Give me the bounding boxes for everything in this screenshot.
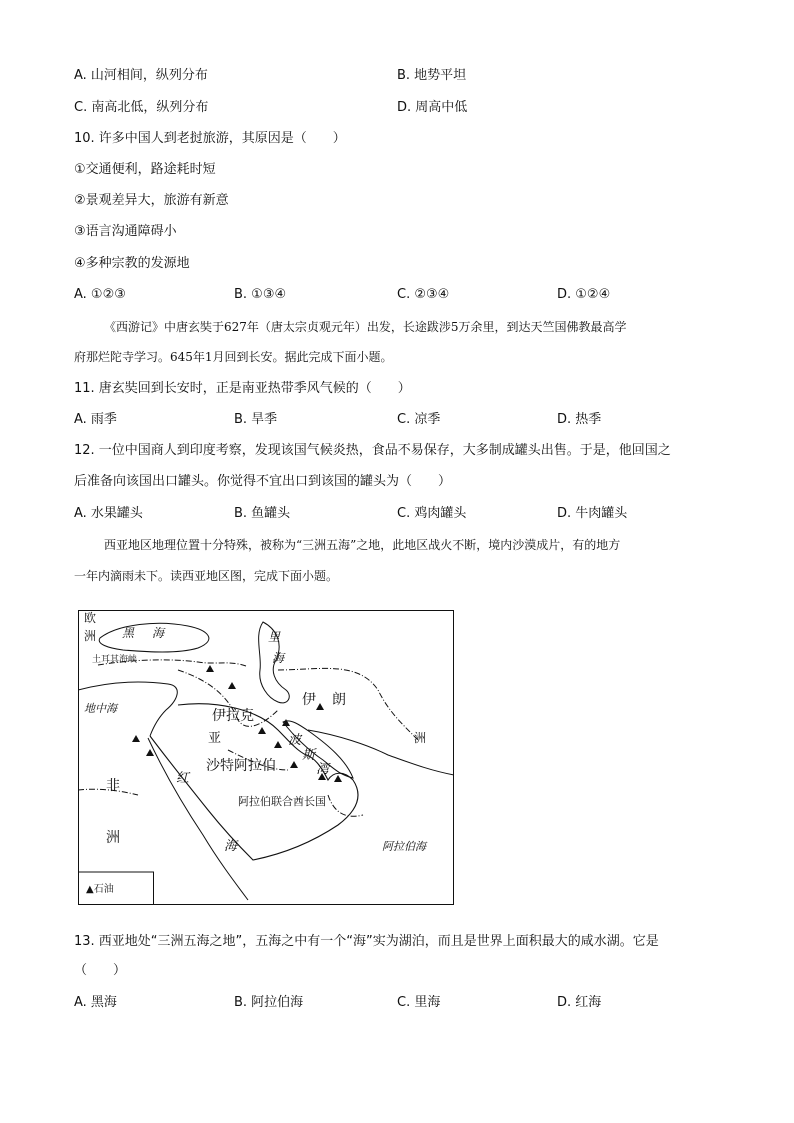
label-red-sea-2: 海 bbox=[224, 839, 238, 854]
label-saudi-arabia: 沙特阿拉伯 bbox=[206, 758, 276, 774]
label-iran-1: 伊 bbox=[302, 692, 316, 708]
label-asia-zhou: 洲 bbox=[414, 731, 427, 745]
q9-option-b: B. 地势平坦 bbox=[397, 68, 467, 83]
label-caspian-1: 里 bbox=[268, 630, 281, 644]
passage-2-line-1: 西亚地区地理位置十分特殊，被称为“三洲五海”之地，此地区战火不断，境内沙漠成片，有的地方 bbox=[104, 538, 621, 552]
q9-option-d: D. 周高中低 bbox=[397, 100, 468, 115]
map-legend-oil: ▲石油 bbox=[86, 884, 114, 895]
q12-stem-line-1: 12. 一位中国商人到印度考察，发现该国气候炎热，食品不易保存，大多制成罐头出售。于是，他回国之 bbox=[74, 443, 671, 458]
q11-stem: 11. 唐玄奘回到长安时，正是南亚热带季风气候的（ ） bbox=[74, 381, 411, 396]
q13-option-c: C. 里海 bbox=[397, 995, 441, 1010]
q12-stem-line-2: 后准备向该国出口罐头。你觉得不宜出口到该国的罐头为（ ） bbox=[74, 474, 452, 489]
label-asia-ya: 亚 bbox=[208, 731, 222, 746]
q13-option-b: B. 阿拉伯海 bbox=[234, 995, 304, 1010]
q9-option-c: C. 南高北低，纵列分布 bbox=[74, 100, 209, 115]
q11-option-b: B. 旱季 bbox=[234, 412, 278, 427]
q10-option-a: A. ①②③ bbox=[74, 287, 126, 302]
label-uae: 阿拉伯联合酋长国 bbox=[238, 795, 326, 808]
label-iran-2: 朗 bbox=[332, 692, 346, 708]
label-mediterranean: 地中海 bbox=[84, 702, 117, 715]
label-gulf-2: 斯 bbox=[302, 748, 316, 763]
label-iraq: 伊拉克 bbox=[212, 708, 254, 724]
passage-2-line-2: 一年内滴雨未下。读西亚地区图，完成下面小题。 bbox=[74, 569, 339, 583]
q12-option-a: A. 水果罐头 bbox=[74, 506, 143, 521]
label-black-sea-1: 黑 bbox=[122, 626, 135, 640]
q10-item-1: ①交通便利，路途耗时短 bbox=[74, 162, 216, 177]
q10-item-4: ④多种宗教的发源地 bbox=[74, 256, 190, 271]
q10-item-2: ②景观差异大，旅游有新意 bbox=[74, 193, 229, 208]
q13-stem-line-1: 13. 西亚地处“三洲五海之地”，五海之中有一个“海”实为湖泊，而且是世界上面积最大的咸水湖。它是 bbox=[74, 934, 659, 949]
q13-option-d: D. 红海 bbox=[557, 995, 602, 1010]
q12-option-d: D. 牛肉罐头 bbox=[557, 506, 628, 521]
q9-option-a: A. 山河相间，纵列分布 bbox=[74, 68, 208, 83]
label-arabian-sea: 阿拉伯海 bbox=[382, 840, 426, 853]
label-africa-1: 非 bbox=[106, 778, 120, 794]
label-africa-2: 洲 bbox=[106, 830, 120, 846]
label-red-sea-1: 红 bbox=[176, 771, 190, 786]
label-europe-2: 洲 bbox=[84, 629, 97, 643]
q13-option-a: A. 黑海 bbox=[74, 995, 117, 1010]
label-caspian-2: 海 bbox=[272, 651, 285, 665]
label-gulf-3: 湾 bbox=[316, 762, 330, 777]
q10-option-d: D. ①②④ bbox=[557, 287, 611, 302]
q13-stem-line-2: （ ） bbox=[74, 963, 127, 978]
passage-1-line-1: 《西游记》中唐玄奘于627年（唐太宗贞观元年）出发，长途跋涉5万余里，到达天竺国佛教最高学 bbox=[104, 320, 627, 334]
q12-option-b: B. 鱼罐头 bbox=[234, 506, 291, 521]
q10-option-b: B. ①③④ bbox=[234, 287, 287, 302]
q11-option-d: D. 热季 bbox=[557, 412, 602, 427]
label-turkish-straits: 土耳其海峡 bbox=[92, 655, 138, 665]
q12-option-c: C. 鸡肉罐头 bbox=[397, 506, 467, 521]
q11-option-c: C. 凉季 bbox=[397, 412, 441, 427]
q10-item-3: ③语言沟通障碍小 bbox=[74, 224, 177, 239]
west-asia-map bbox=[78, 610, 454, 905]
q10-stem: 10. 许多中国人到老挝旅游，其原因是（ ） bbox=[74, 131, 346, 146]
label-black-sea-2: 海 bbox=[152, 626, 165, 640]
label-europe-1: 欧 bbox=[84, 611, 97, 625]
q11-option-a: A. 雨季 bbox=[74, 412, 117, 427]
passage-1-line-2: 府那烂陀寺学习。645年1月回到长安。据此完成下面小题。 bbox=[74, 350, 393, 364]
label-gulf-1: 波 bbox=[288, 733, 302, 748]
q10-option-c: C. ②③④ bbox=[397, 287, 450, 302]
